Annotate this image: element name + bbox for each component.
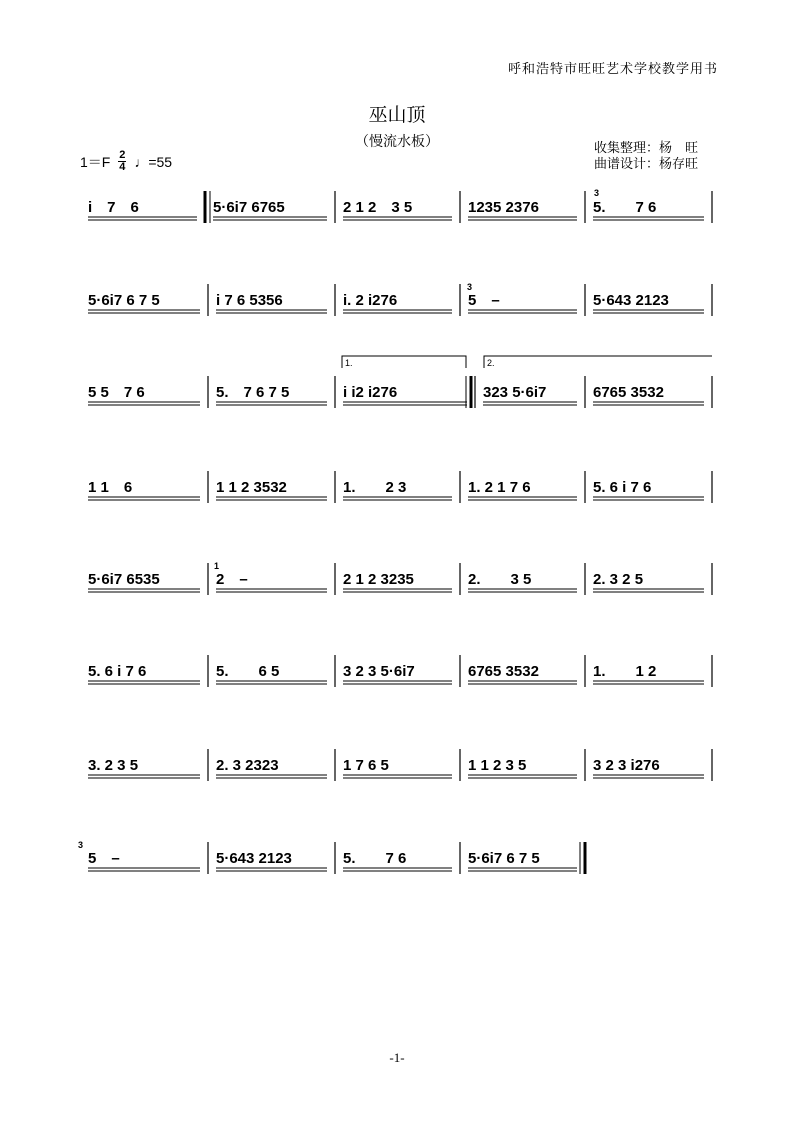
page-number: -1- xyxy=(389,1050,405,1065)
measure-l2-m5: 5·643 2123 xyxy=(593,292,669,309)
measure-l8-m1: 5 – xyxy=(88,850,120,867)
measure-l3-m5: 6765 3532 xyxy=(593,384,664,401)
measure-l5-m5: 2. 3 2 5 xyxy=(593,571,644,588)
measure-l6-m2: 5. 6 5 xyxy=(216,663,280,680)
volta-first-label: 1. xyxy=(345,358,353,368)
measure-l1-m5: 5. 7 6 xyxy=(593,199,657,216)
measure-l4-m2: 1 1 2 3532 xyxy=(216,479,287,496)
measure-l6-m4: 6765 3532 xyxy=(468,663,539,680)
measure-l7-m3: 1 7 6 5 xyxy=(343,757,389,774)
measure-l5-m3: 2 1 2 3235 xyxy=(343,571,414,588)
volta-first-bracket xyxy=(342,356,466,368)
page-subtitle: （慢流水板） xyxy=(355,135,439,150)
measure-l2-m4: 5 – xyxy=(468,292,500,309)
volta-second-label: 2. xyxy=(487,358,495,368)
volta-second-bracket xyxy=(484,356,712,368)
page-title: 巫山顶 xyxy=(368,105,426,126)
measure-l7-m4: 1 1 2 3 5 xyxy=(468,757,527,774)
metronome-mark: ♩=55 xyxy=(134,153,173,170)
measure-l1-m3: 2 1 2 3 5 xyxy=(343,199,413,216)
measure-l5-m1: 5·6i7 6535 xyxy=(88,571,160,588)
measure-l6-m3: 3 2 3 5·6i7 xyxy=(343,663,415,680)
school-header: 呼和浩特市旺旺艺术学校教学用书 xyxy=(507,61,718,76)
measure-l1-m1: i 7 6 xyxy=(88,199,139,216)
collector-credit: 收集整理：杨 旺 xyxy=(594,140,699,155)
key-signature: 1＝F xyxy=(80,153,111,170)
time-signature: 2 4 xyxy=(119,149,126,173)
measure-l7-m1: 3. 2 3 5 xyxy=(88,757,139,774)
measure-l8-m3: 5. 7 6 xyxy=(343,850,407,867)
measure-l7-m2: 2. 3 2323 xyxy=(216,757,279,774)
measure-l8-m4: 5·6i7 6 7 5 xyxy=(468,850,540,867)
measure-l1-m4: 1235 2376 xyxy=(468,199,539,216)
grace-note: 3 xyxy=(594,188,600,198)
measure-l6-m1: 5. 6 i 7 6 xyxy=(88,663,147,680)
measure-l2-m2: i 7 6 5356 xyxy=(216,292,283,309)
measure-l6-m5: 1. 1 2 xyxy=(593,663,657,680)
designer-credit: 曲谱设计：杨存旺 xyxy=(594,156,699,171)
measure-l1-m2: 5·6i7 6765 xyxy=(213,199,285,216)
measure-l5-m2: 2 – xyxy=(216,571,248,588)
grace-note: 1 xyxy=(214,561,220,571)
measure-l5-m4: 2. 3 5 xyxy=(468,571,532,588)
measure-l4-m3: 1. 2 3 xyxy=(343,479,407,496)
measure-l3-m3: i i2 i276 xyxy=(343,384,398,401)
grace-note: 3 xyxy=(467,282,473,292)
measure-l8-m2: 5·643 2123 xyxy=(216,850,292,867)
grace-note: 3 xyxy=(78,840,84,850)
measure-l3-m4: 323 5·6i7 xyxy=(483,384,547,401)
measure-l3-m2: 5. 7 6 7 5 xyxy=(216,384,290,401)
measure-l4-m5: 5. 6 i 7 6 xyxy=(593,479,652,496)
measure-l4-m1: 1 1 6 xyxy=(88,479,133,496)
measure-l2-m3: i. 2 i276 xyxy=(343,292,398,309)
measure-l7-m5: 3 2 3 i276 xyxy=(593,757,660,774)
measure-l4-m4: 1. 2 1 7 6 xyxy=(468,479,531,496)
measure-l2-m1: 5·6i7 6 7 5 xyxy=(88,292,160,309)
measure-l3-m1: 5 5 7 6 xyxy=(88,384,145,401)
